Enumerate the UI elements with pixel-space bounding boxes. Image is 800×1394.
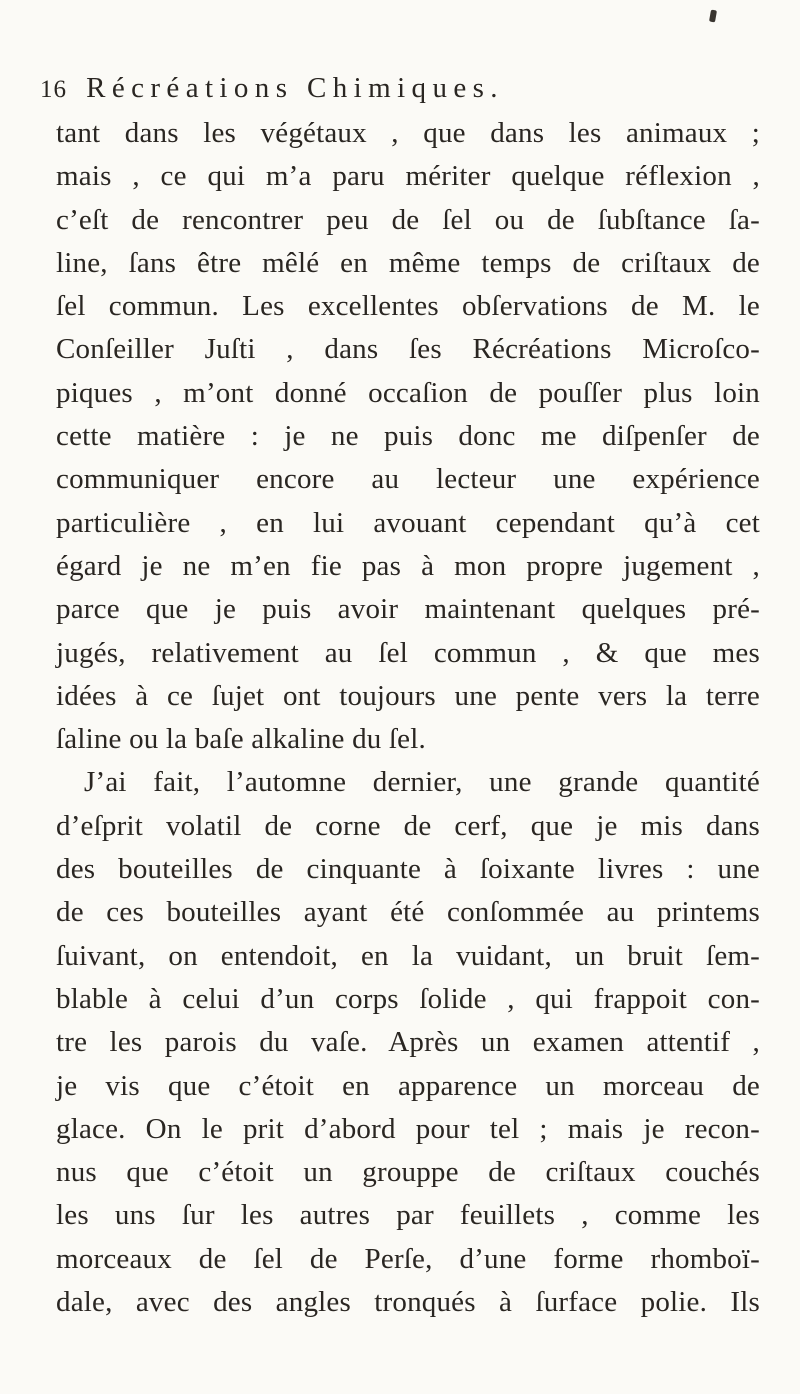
- text-line: je vis que c’étoit en apparence un morceau de: [56, 1069, 760, 1102]
- text-line: communiquer encore au lecteur une expérience: [56, 463, 760, 496]
- text-line: piques , m’ont donné occaſion de pouſſer plus loin: [56, 376, 760, 409]
- text-line: tant dans les végétaux , que dans les animaux ;: [56, 117, 760, 149]
- text-line: d’eſprit volatil de corne de cerf, que je mis dans: [56, 809, 760, 842]
- running-head: [40, 72, 760, 112]
- text-line: morceaux de ſel de Perſe, d’une forme rhomboï-: [56, 1242, 760, 1275]
- ink-mark: [709, 10, 717, 23]
- body-text: [56, 112, 760, 1324]
- text-line: ſel commun. Les excellentes obſervations de M. le: [56, 290, 760, 323]
- text-line: les uns ſur les autres par feuillets , comme les: [56, 1199, 760, 1232]
- text-line: ſuivant, on entendoit, en la vuidant, un bruit ſem-: [56, 939, 760, 972]
- text-line: jugés, relativement au ſel commun , & que mes: [56, 636, 760, 669]
- text-line: cette matière : je ne puis donc me diſpenſer de: [56, 420, 760, 453]
- text-line: line, ſans être mêlé en même temps de criſtaux de: [56, 246, 760, 279]
- text-line: mais , ce qui m’a paru mériter quelque réflexion ,: [56, 160, 760, 193]
- text-line: tre les parois du vaſe. Après un examen attentif ,: [56, 1026, 760, 1059]
- text-line: Conſeiller Juſti , dans ſes Récréations Microſco-: [56, 333, 760, 366]
- paragraph: [56, 761, 760, 1324]
- text-line: nus que c’étoit un grouppe de criſtaux couchés: [56, 1156, 760, 1189]
- text-line: J’ai fait, l’automne dernier, une grande quantité: [84, 766, 760, 799]
- text-line: de ces bouteilles ayant été conſommée au printems: [56, 896, 760, 929]
- text-line: blable à celui d’un corps ſolide , qui frappoit con-: [56, 982, 760, 1015]
- text-line: des bouteilles de cinquante à ſoixante livres : une: [56, 853, 760, 886]
- page-number: 16: [40, 76, 67, 103]
- paragraph: [56, 112, 760, 761]
- running-title: Récréations Chimiques.: [86, 72, 504, 104]
- text-line: c’eſt de rencontrer peu de ſel ou de ſubſtance ſa-: [56, 203, 760, 236]
- text-line: dale, avec des angles tronqués à ſurface polie. Ils: [56, 1286, 760, 1319]
- text-line: égard je ne m’en fie pas à mon propre jugement ,: [56, 549, 760, 582]
- text-line: particulière , en lui avouant cependant qu’à cet: [56, 506, 760, 539]
- text-line: glace. On le prit d’abord pour tel ; mais je recon-: [56, 1112, 760, 1145]
- text-line: ſaline ou la baſe alkaline du ſel.: [56, 723, 426, 756]
- text-line: parce que je puis avoir maintenant quelques pré-: [56, 593, 760, 626]
- text-line: idées à ce ſujet ont toujours une pente vers la terre: [56, 679, 760, 712]
